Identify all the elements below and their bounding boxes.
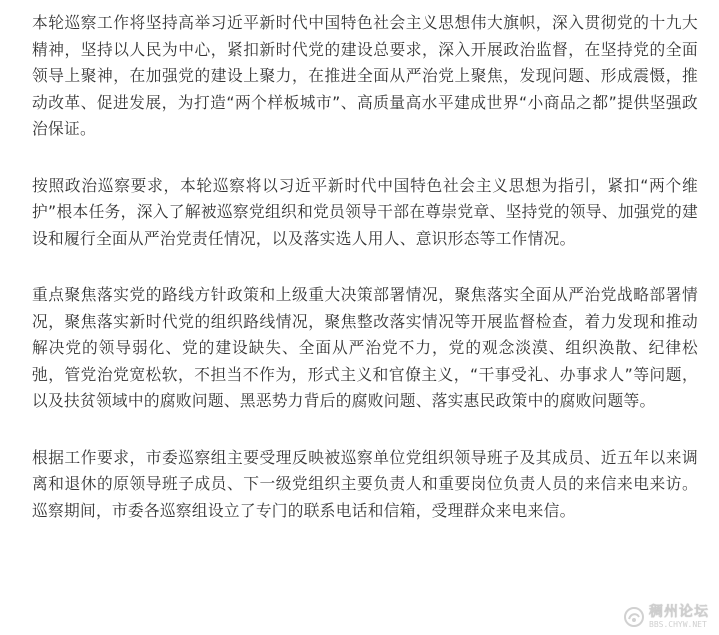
paragraph-1: 本轮巡察工作将坚持高举习近平新时代中国特色社会主义思想伟大旗帜，深入贯彻党的十九大精神，坚持以人民为中心，紧扣新时代党的建设总要求，深入开展政治监督，在坚持党的全面领导上聚神，在加强党的建设上聚力，在推进全面从严治党上聚焦，发现问题、形成震慑，推动改革、促进发展，为打造“两个样板城市”、高质量高水平建成世界“小商品之都”提供坚强政治保证。 bbox=[32, 13, 698, 138]
watermark-text bbox=[649, 605, 709, 629]
watermark-url: BBS.CHYW.NET bbox=[649, 620, 707, 629]
paragraph-2: 按照政治巡察要求，本轮巡察将以习近平新时代中国特色社会主义思想为指引，紧扣“两个维护”根本任务，深入了解被巡察党组织和党员领导干部在尊崇党章、坚持党的领导、加强党的建设和履行全面从严治党责任情况，以及落实选人用人、意识形态等工作情况。 bbox=[32, 175, 698, 248]
article-body bbox=[32, 10, 698, 554]
site-watermark bbox=[623, 605, 709, 629]
forum-logo-icon bbox=[623, 606, 645, 628]
watermark-title: 稠州论坛 bbox=[649, 604, 709, 620]
paragraph-3: 重点聚焦落实党的路线方针政策和上级重大决策部署情况，聚焦落实全面从严治党战略部署情况，聚焦落实新时代党的组织路线情况，聚焦整改落实情况等开展监督检查，着力发现和推动解决党的领导弱化、党的建设缺失、全面从严治党不力，党的观念淡漠、组织涣散、纪律松弛，管党治党宽松软，不担当不作为，形式主义和官僚主义，“干事受礼、办事求人”等问题，以及扶贫领域中的腐败问题、黑恶势力背后的腐败问题、落实惠民政策中的腐败问题等。 bbox=[32, 285, 698, 410]
paragraph-4: 根据工作要求，市委巡察组主要受理反映被巡察单位党组织领导班子及其成员、近五年以来调离和退休的原领导班子成员、下一级党组织主要负责人和重要岗位负责人员的来信来电来访。巡察期间，市委各巡察组设立了专门的联系电话和信箱，受理群众来电来信。 bbox=[32, 447, 698, 520]
